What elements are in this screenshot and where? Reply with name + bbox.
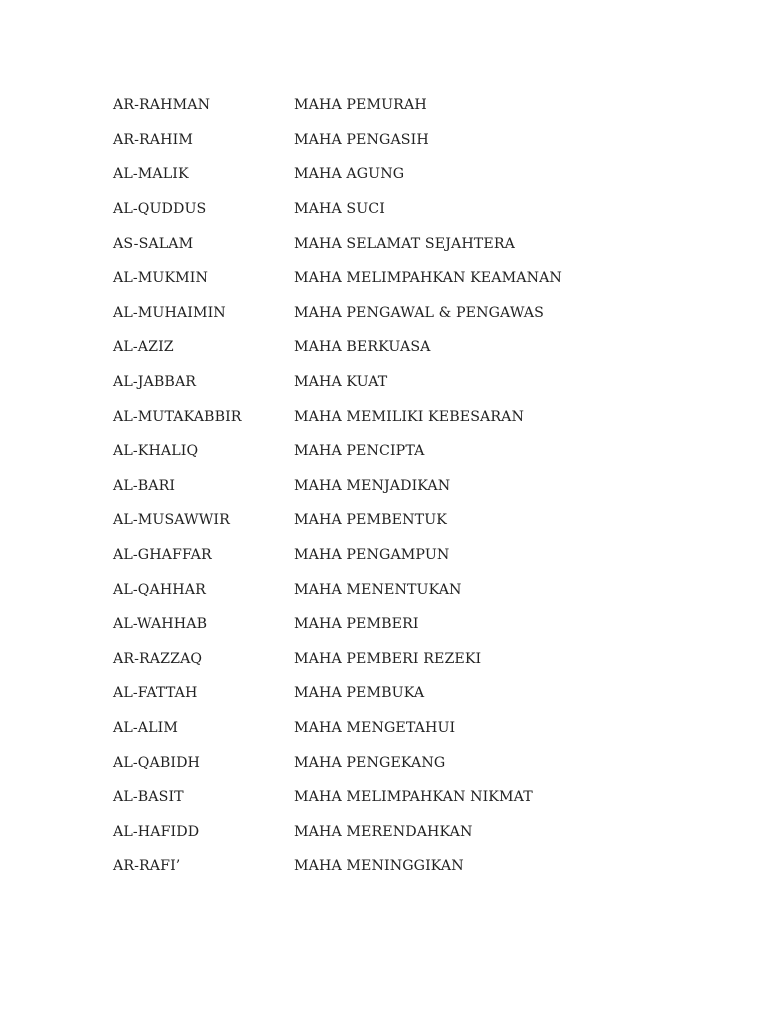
name-term: AL-MUKMIN (113, 270, 208, 287)
name-term: AR-RAHMAN (113, 97, 211, 114)
list-item (113, 711, 673, 746)
name-meaning: MAHA MELIMPAHKAN KEAMANAN (294, 270, 562, 287)
list-item (113, 814, 673, 849)
list-item (113, 88, 673, 123)
name-meaning: MAHA AGUNG (294, 166, 405, 183)
name-term: AL-AZIZ (113, 339, 174, 356)
name-term: AL-HAFIDD (113, 823, 200, 840)
name-term: AL-GHAFFAR (113, 547, 212, 564)
name-meaning: MAHA PENGEKANG (294, 754, 446, 771)
name-term: AR-RAFI’ (113, 858, 181, 875)
name-meaning: MAHA PENGAWAL & PENGAWAS (294, 304, 544, 321)
name-term: AL-QABIDH (113, 754, 201, 771)
list-item (113, 123, 673, 158)
name-term: AL-JABBAR (113, 374, 197, 391)
name-term: AL-MUTAKABBIR (113, 408, 242, 425)
list-item (113, 469, 673, 504)
list-item (113, 330, 673, 365)
list-item (113, 365, 673, 400)
name-meaning: MAHA MENGETAHUI (294, 719, 456, 736)
name-term: AL-KHALIQ (113, 443, 199, 460)
list-item (113, 157, 673, 192)
name-term: AR-RAZZAQ (113, 650, 203, 667)
name-meaning: MAHA MELIMPAHKAN NIKMAT (294, 789, 533, 806)
list-item (113, 745, 673, 780)
list-item (113, 503, 673, 538)
name-meaning: MAHA PEMBUKA (294, 685, 425, 702)
name-term: AS-SALAM (113, 235, 194, 252)
name-term: AL-BARI (113, 477, 176, 494)
name-meaning: MAHA SUCI (294, 201, 385, 218)
name-meaning: MAHA BERKUASA (294, 339, 431, 356)
name-term: AL-QAHHAR (113, 581, 206, 598)
name-meaning: MAHA MENJADIKAN (294, 477, 451, 494)
name-term: AL-QUDDUS (113, 201, 207, 218)
name-meaning: MAHA MENENTUKAN (294, 581, 462, 598)
name-meaning: MAHA PENGAMPUN (294, 547, 450, 564)
name-term: AL-ALIM (113, 719, 178, 736)
list-item (113, 226, 673, 261)
name-term: AL-MUHAIMIN (113, 304, 226, 321)
name-term: AL-FATTAH (113, 685, 198, 702)
name-meaning: MAHA PEMBENTUK (294, 512, 447, 529)
list-item (113, 849, 673, 884)
name-meaning: MAHA PEMURAH (294, 97, 427, 114)
name-meaning: MAHA KUAT (294, 374, 388, 391)
name-meaning: MAHA MERENDAHKAN (294, 823, 473, 840)
list-item (113, 607, 673, 642)
name-term: AL-MALIK (113, 166, 189, 183)
name-meaning: MAHA PEMBERI (294, 616, 419, 633)
name-term: AL-BASIT (113, 789, 184, 806)
name-meaning: MAHA PEMBERI REZEKI (294, 650, 482, 667)
name-term: AR-RAHIM (113, 131, 193, 148)
list-item (113, 780, 673, 815)
name-meaning: MAHA PENCIPTA (294, 443, 425, 460)
name-meaning: MAHA MENINGGIKAN (294, 858, 464, 875)
name-term: AL-MUSAWWIR (113, 512, 230, 529)
names-list (113, 88, 673, 884)
list-item (113, 572, 673, 607)
list-item (113, 399, 673, 434)
list-item (113, 296, 673, 331)
list-item (113, 642, 673, 677)
name-meaning: MAHA MEMILIKI KEBESARAN (294, 408, 524, 425)
list-item (113, 434, 673, 469)
name-meaning: MAHA SELAMAT SEJAHTERA (294, 235, 515, 252)
name-term: AL-WAHHAB (113, 616, 208, 633)
list-item (113, 192, 673, 227)
name-meaning: MAHA PENGASIH (294, 131, 429, 148)
list-item (113, 538, 673, 573)
list-item (113, 676, 673, 711)
list-item (113, 261, 673, 296)
